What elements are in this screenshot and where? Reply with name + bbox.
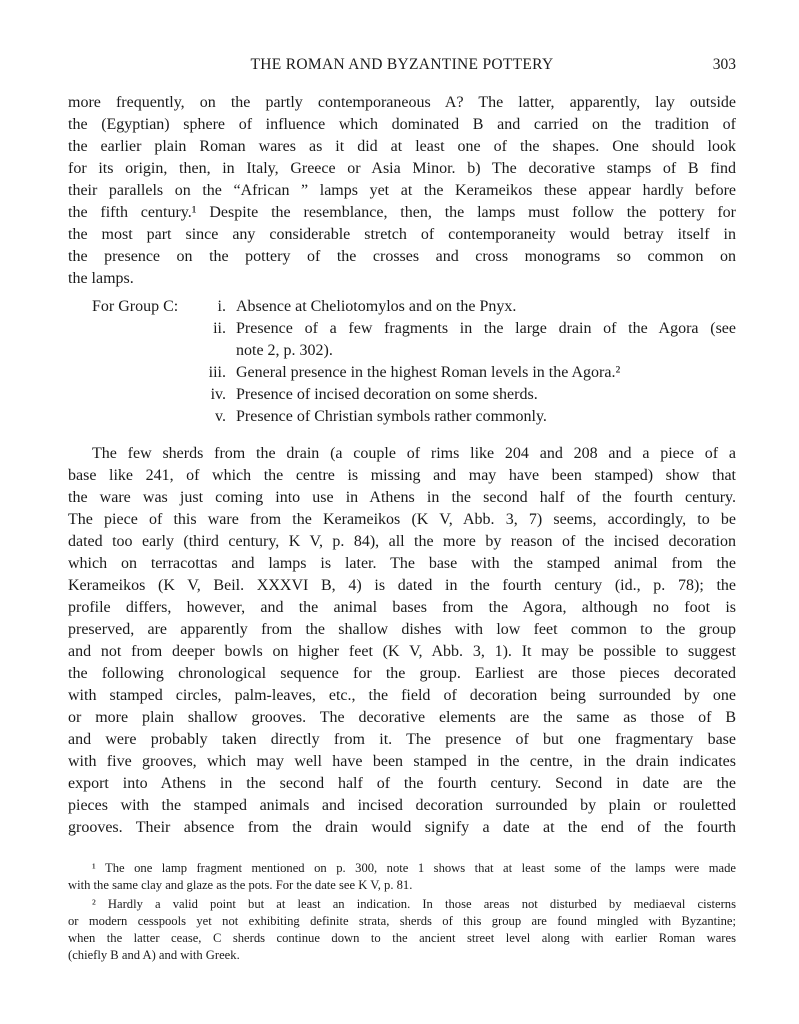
list-item: Presence of a few fragments in the large drain of the Agora (see — [236, 320, 736, 337]
text-line: the ware was just coming into use in Athens in the second half of the fourth century. — [68, 489, 736, 506]
text-line: The piece of this ware from the Kerameikos (K V, Abb. 3, 7) seems, accordingly, to be — [68, 511, 736, 528]
text-line: Kerameikos (K V, Beil. XXXVI B, 4) is dated in the fourth century (id., p. 78); the — [68, 577, 736, 594]
group-c-label: For Group C: — [92, 298, 179, 315]
list-item: General presence in the highest Roman levels in the Agora.² — [236, 364, 621, 381]
text-line: preserved, are apparently from the shallow dishes with low feet common to the group — [68, 621, 736, 638]
text-line: with stamped circles, palm-leaves, etc., the field of decoration being surrounded by one — [68, 687, 736, 704]
text-line: export into Athens in the second half of the fourth century. Second in date are the — [68, 775, 736, 792]
footnote-2-line: when the latter cease, C sherds continue down to the ancient street level along with earlier Roman wares — [68, 931, 736, 945]
footnote-2-line: or modern cesspools yet not exhibiting definite strata, sherds of this group are found mingled with Byzantine; — [68, 914, 736, 928]
text-line: which on terracottas and lamps is later. The base with the stamped animal from the — [68, 555, 736, 572]
page-header — [68, 56, 736, 80]
footnote-1-line: ¹ The one lamp fragment mentioned on p. 300, note 1 shows that at least some of the lamps were made — [92, 861, 736, 875]
text-line: the fifth century.¹ Despite the resemblance, then, the lamps must follow the pottery for — [68, 204, 736, 221]
running-title: THE ROMAN AND BYZANTINE POTTERY — [250, 56, 554, 73]
list-number: ii. — [213, 320, 226, 337]
footnote-2-line: (chiefly B and A) and with Greek. — [68, 948, 240, 962]
text-line: their parallels on the “African ” lamps yet at the Kerameikos these appear hardly before — [68, 182, 736, 199]
list-number: v. — [215, 408, 226, 425]
text-line: more frequently, on the partly contemporaneous A? The latter, apparently, lay outside — [68, 94, 736, 111]
page-number: 303 — [712, 56, 736, 73]
footnote-1-line: with the same clay and glaze as the pots. For the date see K V, p. 81. — [68, 878, 413, 892]
text-line: for its origin, then, in Italy, Greece or Asia Minor. b) The decorative stamps of B find — [68, 160, 736, 177]
text-line: pieces with the stamped animals and incised decoration surrounded by plain or rouletted — [68, 797, 736, 814]
text-line: dated too early (third century, K V, p. 84), all the more by reason of the incised decoration — [68, 533, 736, 550]
list-item: Presence of incised decoration on some sherds. — [236, 386, 538, 403]
text-line: with five grooves, which may well have been stamped in the centre, in the drain indicates — [68, 753, 736, 770]
list-number: iii. — [208, 364, 226, 381]
text-line: and were probably taken directly from it. The presence of but one fragmentary base — [68, 731, 736, 748]
text-line: the presence on the pottery of the crosses and cross monograms so common on — [68, 248, 736, 265]
list-item: Absence at Cheliotomylos and on the Pnyx. — [236, 298, 517, 315]
footnote-2-line: ² Hardly a valid point but at least an indication. In those areas not disturbed by mediaeval cisterns — [92, 897, 736, 911]
list-item: Presence of Christian symbols rather commonly. — [236, 408, 547, 425]
list-number: iv. — [210, 386, 226, 403]
text-line: or more plain shallow grooves. The decorative elements are the same as those of B — [68, 709, 736, 726]
list-item-continuation: note 2, p. 302). — [236, 342, 333, 359]
list-number: i. — [217, 298, 226, 315]
text-line: base like 241, of which the centre is missing and may have been stamped) show that — [68, 467, 736, 484]
text-line: profile differs, however, and the animal bases from the Agora, although no foot is — [68, 599, 736, 616]
text-line: the lamps. — [68, 270, 134, 287]
text-line: the following chronological sequence for the group. Earliest are those pieces decorated — [68, 665, 736, 682]
text-line: the (Egyptian) sphere of influence which dominated B and carried on the tradition of — [68, 116, 736, 133]
text-line: The few sherds from the drain (a couple of rims like 204 and 208 and a piece of a — [92, 445, 736, 462]
text-line: the earlier plain Roman wares as it did at least one of the shapes. One should look — [68, 138, 736, 155]
text-line: grooves. Their absence from the drain would signify a date at the end of the fourth — [68, 819, 736, 836]
text-line: the most part since any considerable stretch of contemporaneity would betray itself in — [68, 226, 736, 243]
text-line: and not from deeper bowls on higher feet (K V, Abb. 3, 1). It may be possible to suggest — [68, 643, 736, 660]
